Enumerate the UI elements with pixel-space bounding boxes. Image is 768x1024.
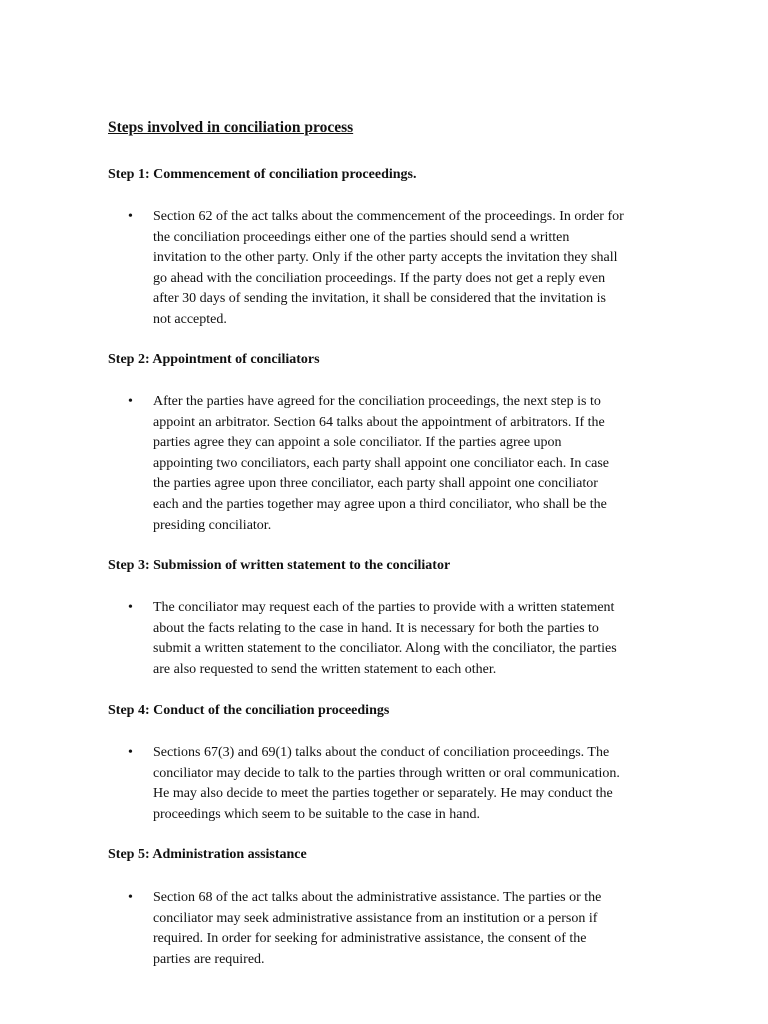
step-2-text <box>153 392 663 536</box>
text-line: parties agree they can appoint a sole conciliator. If the parties agree upon <box>153 435 562 451</box>
text-line: presiding conciliator. <box>153 517 272 533</box>
step-2-heading: Step 2: Appointment of conciliators <box>108 352 320 367</box>
text-line: appoint an arbitrator. Section 64 talks about the appointment of arbitrators. If the <box>153 414 605 430</box>
bullet-icon: • <box>128 600 133 615</box>
text-line: Sections 67(3) and 69(1) talks about the conduct of conciliation proceedings. The <box>153 745 610 760</box>
text-line: proceedings which seem to be suitable to the case in hand. <box>153 806 480 822</box>
text-line: not accepted. <box>153 311 227 327</box>
text-line: Section 62 of the act talks about the commencement of the proceedings. In order for <box>153 209 624 224</box>
bullet-icon: • <box>128 209 133 224</box>
text-line: After the parties have agreed for the conciliation proceedings, the next step is to <box>153 394 601 409</box>
text-line: appointing two conciliators, each party shall appoint one conciliator each. In case <box>153 455 610 471</box>
step-3-heading: Step 3: Submission of written statement to the conciliator <box>108 558 451 573</box>
text-line: are also requested to send the written statement to each other. <box>153 661 497 677</box>
bullet-icon: • <box>128 394 133 409</box>
step-4-text <box>153 743 663 825</box>
text-line: about the facts relating to the case in hand. It is necessary for both the parties to <box>153 620 599 636</box>
bullet-icon: • <box>128 890 133 905</box>
step-1-heading: Step 1: Commencement of conciliation proceedings. <box>108 167 417 182</box>
step-1-text <box>153 207 663 331</box>
text-line: invitation to the other party. Only if the other party accepts the invitation they shall <box>153 250 618 266</box>
bullet-icon: • <box>128 745 133 760</box>
text-line: conciliator may decide to talk to the parties through written or oral communication. <box>153 765 620 781</box>
text-line: required. In order for seeking for administrative assistance, the consent of the <box>153 931 587 947</box>
text-line: The conciliator may request each of the parties to provide with a written statement <box>153 600 615 615</box>
text-line: parties are required. <box>153 951 265 967</box>
step-5-heading: Step 5: Administration assistance <box>108 847 307 862</box>
text-line: the conciliation proceedings either one of the parties should send a written <box>153 229 570 245</box>
text-line: go ahead with the conciliation proceedings. If the party does not get a reply even <box>153 270 606 286</box>
text-line: submit a written statement to the conciliator. Along with the conciliator, the parties <box>153 641 617 657</box>
text-line: each and the parties together may agree upon a third conciliator, who shall be the <box>153 496 607 512</box>
document-title: Steps involved in conciliation process <box>108 119 354 136</box>
text-line: He may also decide to meet the parties together or separately. He may conduct the <box>153 786 613 802</box>
step-5-text <box>153 888 663 970</box>
step-4-heading: Step 4: Conduct of the conciliation proceedings <box>108 703 390 718</box>
text-line: the parties agree upon three conciliator, each party shall appoint one conciliator <box>153 476 598 492</box>
text-line: Section 68 of the act talks about the administrative assistance. The parties or the <box>153 890 602 905</box>
text-line: conciliator may seek administrative assistance from an institution or a person if <box>153 910 598 926</box>
text-line: after 30 days of sending the invitation, it shall be considered that the invitation is <box>153 291 606 307</box>
step-3-text <box>153 598 663 680</box>
